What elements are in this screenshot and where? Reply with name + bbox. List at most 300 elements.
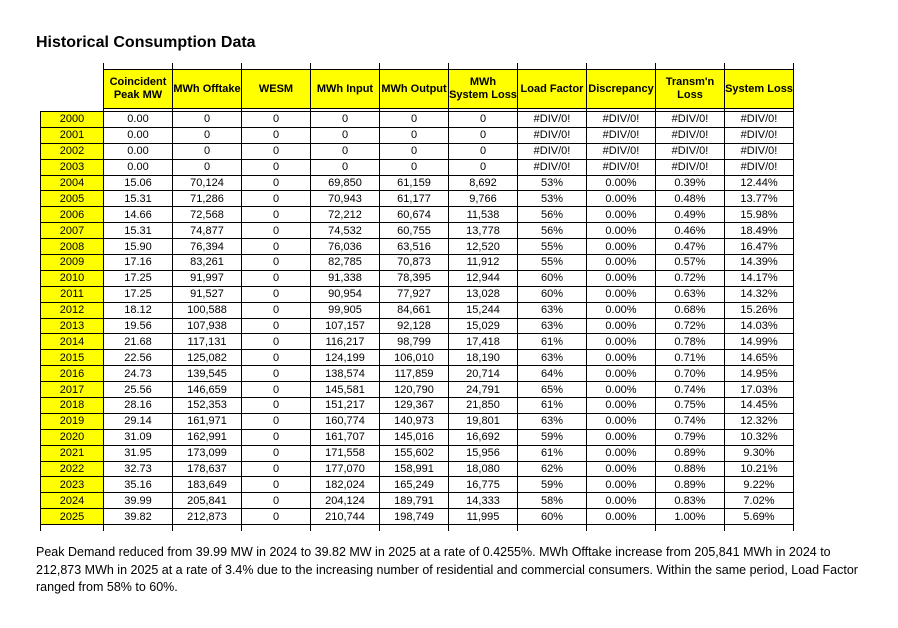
data-cell: 58% [518,493,587,509]
data-cell: 15.31 [104,223,173,239]
data-cell: 92,128 [380,318,449,334]
data-cell: #DIV/0! [518,143,587,159]
data-cell: 74,877 [173,223,242,239]
data-cell: #DIV/0! [587,143,656,159]
table-row-2000 [41,112,794,128]
data-cell: 70,943 [311,191,380,207]
data-cell: 0.00% [587,461,656,477]
data-cell: 17.16 [104,255,173,271]
data-cell: 0.00% [587,302,656,318]
data-cell: 0 [242,366,311,382]
data-cell: 63% [518,413,587,429]
data-cell: #DIV/0! [656,143,725,159]
data-cell: 0 [449,127,518,143]
data-cell: 0 [242,350,311,366]
data-cell: 61% [518,398,587,414]
data-cell: 61,159 [380,175,449,191]
data-cell: 0 [173,143,242,159]
data-cell: 0.00% [587,477,656,493]
data-cell: 0.00% [587,318,656,334]
data-cell: 0 [449,159,518,175]
data-cell: 60% [518,286,587,302]
data-cell: 0.00% [587,445,656,461]
data-cell: 63,516 [380,239,449,255]
data-cell: 116,217 [311,334,380,350]
data-cell: #DIV/0! [725,143,794,159]
data-cell: 145,016 [380,429,449,445]
table-row-2002 [41,143,794,159]
data-cell: 60% [518,509,587,525]
year-cell: 2020 [41,429,104,445]
data-cell: 0 [380,159,449,175]
column-border-stub [173,525,242,532]
data-cell: #DIV/0! [587,112,656,128]
column-header-7: Discrepancy [587,70,656,109]
data-cell: #DIV/0! [656,112,725,128]
data-cell: 18,190 [449,350,518,366]
data-cell: 14.65% [725,350,794,366]
corner-stub-cell [41,525,104,532]
data-cell: 0.00% [587,191,656,207]
data-cell: 165,249 [380,477,449,493]
data-cell: 91,338 [311,270,380,286]
data-cell: 0.00% [587,255,656,271]
data-cell: #DIV/0! [725,127,794,143]
data-cell: 18.49% [725,223,794,239]
table-row-2020 [41,429,794,445]
data-cell: 64% [518,366,587,382]
data-cell: 14.95% [725,366,794,382]
data-cell: #DIV/0! [656,127,725,143]
data-cell: 90,954 [311,286,380,302]
data-cell: 205,841 [173,493,242,509]
data-cell: 11,538 [449,207,518,223]
data-cell: 0.48% [656,191,725,207]
data-cell: 0 [380,143,449,159]
data-cell: 0.00% [587,429,656,445]
data-cell: 0 [242,127,311,143]
table-row-2012 [41,302,794,318]
data-cell: 0.88% [656,461,725,477]
data-cell: 106,010 [380,350,449,366]
data-cell: 155,602 [380,445,449,461]
data-cell: 0 [380,112,449,128]
data-cell: 152,353 [173,398,242,414]
data-cell: 0 [311,112,380,128]
data-cell: 0.89% [656,477,725,493]
data-cell: 125,082 [173,350,242,366]
year-cell: 2010 [41,270,104,286]
data-cell: 16,692 [449,429,518,445]
data-cell: 0 [242,509,311,525]
data-cell: 0.83% [656,493,725,509]
data-cell: 62% [518,461,587,477]
data-cell: 0 [311,127,380,143]
year-cell: 2001 [41,127,104,143]
data-cell: 31.95 [104,445,173,461]
table-row-2018 [41,398,794,414]
data-cell: 60% [518,270,587,286]
data-cell: 0.00% [587,413,656,429]
data-cell: 82,785 [311,255,380,271]
data-cell: 0.72% [656,318,725,334]
year-cell: 2015 [41,350,104,366]
data-cell: 0 [242,255,311,271]
year-cell: 2005 [41,191,104,207]
column-header-8: Transm'n Loss [656,70,725,109]
data-cell: 14,333 [449,493,518,509]
table-row-2015 [41,350,794,366]
year-cell: 2009 [41,255,104,271]
data-cell: 70,873 [380,255,449,271]
bottom-border-stub-row [41,525,794,532]
data-cell: 20,714 [449,366,518,382]
data-cell: 60,755 [380,223,449,239]
data-cell: 117,859 [380,366,449,382]
data-cell: 0.00% [587,398,656,414]
table-row-2019 [41,413,794,429]
data-cell: 32.73 [104,461,173,477]
data-cell: 120,790 [380,382,449,398]
corner-cell [41,70,104,109]
data-cell: 0 [242,477,311,493]
data-cell: 14.66 [104,207,173,223]
data-cell: 8,692 [449,175,518,191]
data-cell: 107,157 [311,318,380,334]
data-cell: 21,850 [449,398,518,414]
data-cell: 129,367 [380,398,449,414]
table-row-2009 [41,255,794,271]
data-cell: 178,637 [173,461,242,477]
data-cell: 61,177 [380,191,449,207]
data-cell: 171,558 [311,445,380,461]
data-cell: 18.12 [104,302,173,318]
data-cell: 99,905 [311,302,380,318]
data-cell: 0 [242,223,311,239]
data-cell: 14.03% [725,318,794,334]
data-cell: 16,775 [449,477,518,493]
data-cell: 189,791 [380,493,449,509]
data-cell: 0.46% [656,223,725,239]
data-cell: 146,659 [173,382,242,398]
data-cell: 0.00% [587,207,656,223]
data-cell: 0 [242,413,311,429]
data-cell: 56% [518,223,587,239]
year-cell: 2016 [41,366,104,382]
data-cell: 9,766 [449,191,518,207]
data-cell: 161,971 [173,413,242,429]
data-cell: 14.17% [725,270,794,286]
year-cell: 2007 [41,223,104,239]
data-cell: 56% [518,207,587,223]
data-cell: 63% [518,302,587,318]
year-cell: 2011 [41,286,104,302]
data-cell: 204,124 [311,493,380,509]
data-cell: 7.02% [725,493,794,509]
data-cell: 22.56 [104,350,173,366]
data-cell: 59% [518,429,587,445]
column-border-stub [449,525,518,532]
data-cell: 70,124 [173,175,242,191]
data-cell: 15.06 [104,175,173,191]
data-cell: 0.57% [656,255,725,271]
data-cell: 13,028 [449,286,518,302]
data-cell: 0 [242,159,311,175]
data-cell: #DIV/0! [656,159,725,175]
table-row-2022 [41,461,794,477]
data-cell: 0.71% [656,350,725,366]
table-row-2021 [41,445,794,461]
data-cell: 9.30% [725,445,794,461]
data-cell: 107,938 [173,318,242,334]
data-cell: 0.00% [587,382,656,398]
table-body [41,63,794,531]
data-cell: 0.00% [587,223,656,239]
data-cell: 5.69% [725,509,794,525]
column-header-0: Coincident Peak MW [104,70,173,109]
column-border-stub [587,525,656,532]
column-border-stub [311,525,380,532]
data-cell: 0 [242,286,311,302]
data-cell: 0 [242,175,311,191]
data-cell: 0.63% [656,286,725,302]
data-cell: 139,545 [173,366,242,382]
year-cell: 2021 [41,445,104,461]
table-row-2007 [41,223,794,239]
table-row-2024 [41,493,794,509]
data-cell: 151,217 [311,398,380,414]
data-cell: 17,418 [449,334,518,350]
year-cell: 2003 [41,159,104,175]
data-cell: 0 [242,493,311,509]
data-cell: 74,532 [311,223,380,239]
data-cell: 28.16 [104,398,173,414]
data-cell: 0.70% [656,366,725,382]
data-cell: 0.00% [587,286,656,302]
table-row-2011 [41,286,794,302]
data-cell: #DIV/0! [518,112,587,128]
data-cell: 60,674 [380,207,449,223]
data-cell: 39.99 [104,493,173,509]
data-cell: 161,707 [311,429,380,445]
table-row-2008 [41,239,794,255]
data-cell: 183,649 [173,477,242,493]
data-cell: 0 [242,207,311,223]
consumption-table-container [40,63,794,531]
data-cell: 35.16 [104,477,173,493]
data-cell: 0.00% [587,350,656,366]
data-cell: 124,199 [311,350,380,366]
data-cell: 0 [449,143,518,159]
column-header-3: MWh Input [311,70,380,109]
data-cell: 0.39% [656,175,725,191]
data-cell: 25.56 [104,382,173,398]
year-cell: 2017 [41,382,104,398]
data-cell: 15.98% [725,207,794,223]
data-cell: 0 [242,461,311,477]
data-cell: 19.56 [104,318,173,334]
data-cell: 0 [242,302,311,318]
data-cell: 29.14 [104,413,173,429]
data-cell: 0.00% [587,239,656,255]
data-cell: 15.90 [104,239,173,255]
year-cell: 2013 [41,318,104,334]
data-cell: 63% [518,318,587,334]
data-cell: 91,527 [173,286,242,302]
year-cell: 2023 [41,477,104,493]
data-cell: 77,927 [380,286,449,302]
data-cell: 9.22% [725,477,794,493]
column-border-stub [518,525,587,532]
data-cell: 19,801 [449,413,518,429]
column-header-6: Load Factor [518,70,587,109]
data-cell: 182,024 [311,477,380,493]
data-cell: 0.00% [587,493,656,509]
table-row-2013 [41,318,794,334]
year-cell: 2018 [41,398,104,414]
data-cell: 15.31 [104,191,173,207]
data-cell: 0.00% [587,270,656,286]
data-cell: 16.47% [725,239,794,255]
consumption-table [40,63,794,531]
data-cell: 0 [242,334,311,350]
column-border-stub [725,525,794,532]
data-cell: 0.89% [656,445,725,461]
data-cell: 0.74% [656,413,725,429]
table-row-2016 [41,366,794,382]
data-cell: 98,799 [380,334,449,350]
data-cell: 12,944 [449,270,518,286]
data-cell: 11,912 [449,255,518,271]
table-row-2001 [41,127,794,143]
data-cell: 53% [518,175,587,191]
year-cell: 2002 [41,143,104,159]
column-header-9: System Loss [725,70,794,109]
data-cell: 17.25 [104,286,173,302]
column-header-5: MWh System Loss [449,70,518,109]
data-cell: 14.99% [725,334,794,350]
data-cell: 0.68% [656,302,725,318]
data-cell: 1.00% [656,509,725,525]
data-cell: 0 [242,382,311,398]
column-header-4: MWh Output [380,70,449,109]
data-cell: 0.00 [104,127,173,143]
data-cell: 69,850 [311,175,380,191]
data-cell: 15,956 [449,445,518,461]
table-row-2005 [41,191,794,207]
data-cell: 63% [518,350,587,366]
column-border-stub [104,525,173,532]
data-cell: 0 [242,112,311,128]
column-header-1: MWh Offtake [173,70,242,109]
table-row-2004 [41,175,794,191]
data-cell: 0 [173,127,242,143]
data-cell: 173,099 [173,445,242,461]
data-cell: #DIV/0! [518,127,587,143]
data-cell: 13.77% [725,191,794,207]
data-cell: 12.32% [725,413,794,429]
data-cell: 55% [518,255,587,271]
page-title: Historical Consumption Data [36,34,256,51]
data-cell: 158,991 [380,461,449,477]
data-cell: 210,744 [311,509,380,525]
year-cell: 2022 [41,461,104,477]
data-cell: 14.32% [725,286,794,302]
data-cell: 0 [242,429,311,445]
data-cell: 145,581 [311,382,380,398]
data-cell: 177,070 [311,461,380,477]
data-cell: 10.21% [725,461,794,477]
data-cell: 61% [518,334,587,350]
data-cell: 83,261 [173,255,242,271]
data-cell: #DIV/0! [518,159,587,175]
data-cell: 21.68 [104,334,173,350]
year-cell: 2006 [41,207,104,223]
year-cell: 2004 [41,175,104,191]
data-cell: 15,244 [449,302,518,318]
data-cell: 15.26% [725,302,794,318]
data-cell: 0 [173,112,242,128]
column-border-stub [656,525,725,532]
data-cell: #DIV/0! [587,159,656,175]
data-cell: 0.75% [656,398,725,414]
data-cell: 0 [380,127,449,143]
data-cell: 10.32% [725,429,794,445]
data-cell: 0.49% [656,207,725,223]
data-cell: 0.00% [587,509,656,525]
data-cell: #DIV/0! [587,127,656,143]
data-cell: 0 [242,318,311,334]
data-cell: 0 [449,112,518,128]
data-cell: 76,394 [173,239,242,255]
data-cell: 117,131 [173,334,242,350]
table-row-2017 [41,382,794,398]
data-cell: 0.00% [587,366,656,382]
data-cell: 0.00% [587,175,656,191]
data-cell: 72,568 [173,207,242,223]
data-cell: 61% [518,445,587,461]
data-cell: 0 [242,270,311,286]
year-cell: 2012 [41,302,104,318]
table-row-2023 [41,477,794,493]
data-cell: 0.74% [656,382,725,398]
table-row-2010 [41,270,794,286]
year-cell: 2024 [41,493,104,509]
data-cell: 0 [242,143,311,159]
data-cell: 0.47% [656,239,725,255]
year-cell: 2019 [41,413,104,429]
data-cell: 162,991 [173,429,242,445]
data-cell: 39.82 [104,509,173,525]
data-cell: 0 [242,191,311,207]
data-cell: 17.03% [725,382,794,398]
table-row-2025 [41,509,794,525]
data-cell: 138,574 [311,366,380,382]
data-cell: 15,029 [449,318,518,334]
data-cell: 31.09 [104,429,173,445]
data-cell: 18,080 [449,461,518,477]
table-row-2003 [41,159,794,175]
data-cell: 0.00 [104,143,173,159]
column-border-stub [380,525,449,532]
data-cell: 84,661 [380,302,449,318]
table-row-2006 [41,207,794,223]
data-cell: 0.00% [587,334,656,350]
year-cell: 2000 [41,112,104,128]
data-cell: 65% [518,382,587,398]
data-cell: 24.73 [104,366,173,382]
data-cell: 53% [518,191,587,207]
